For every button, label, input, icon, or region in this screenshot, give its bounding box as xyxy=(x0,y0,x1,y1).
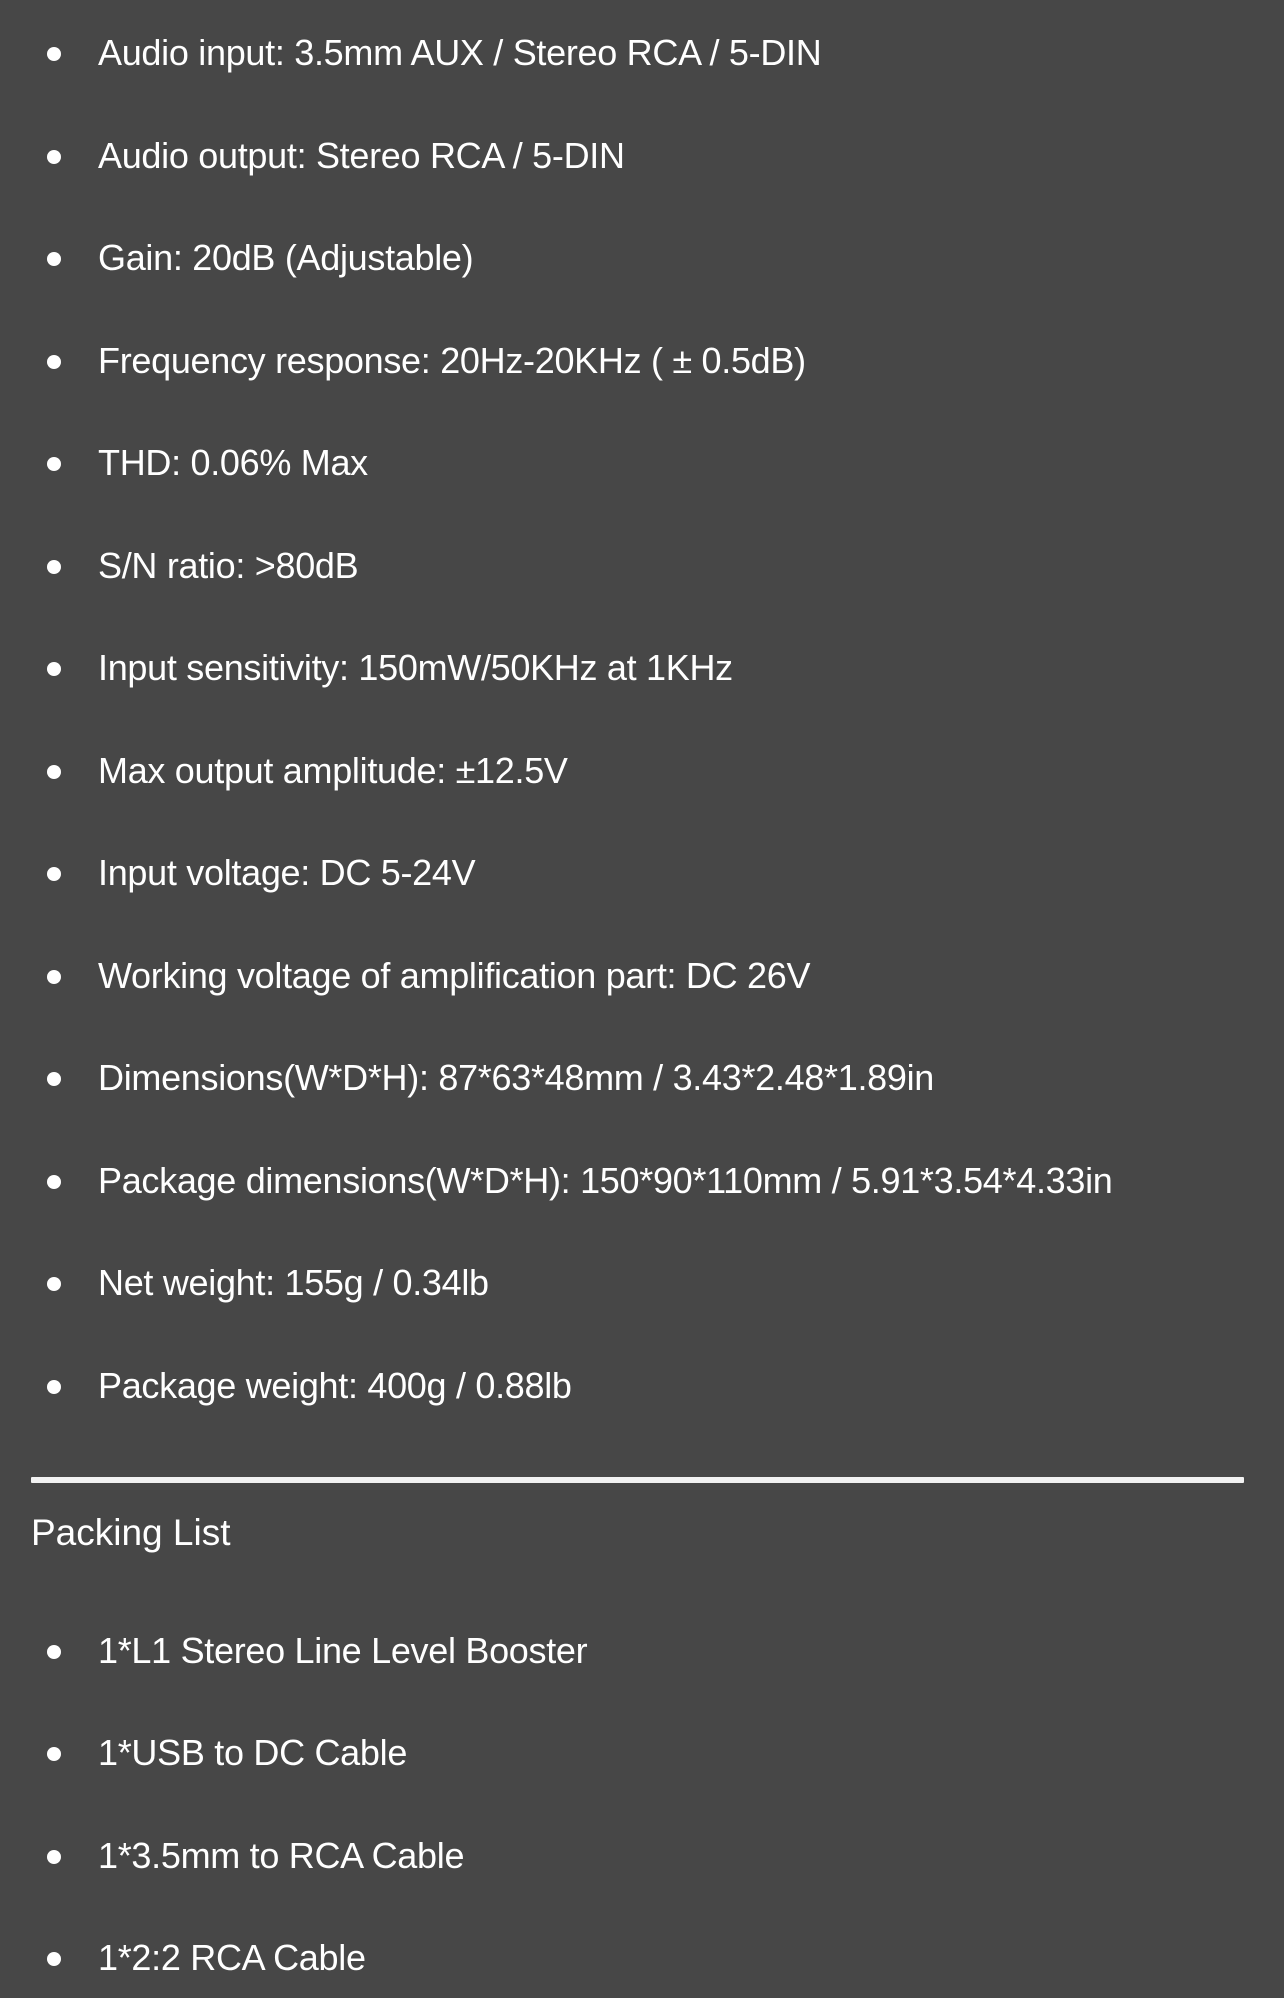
spec-package-dimensions: Package dimensions(W*D*H): 150*90*110mm / 5.91*3.54*4.33in xyxy=(98,1160,1113,1201)
list-item xyxy=(0,638,1200,698)
list-item xyxy=(0,1253,1200,1313)
spec-input-sensitivity: Input sensitivity: 150mW/50KHz at 1KHz xyxy=(98,647,733,688)
spec-dimensions: Dimensions(W*D*H): 87*63*48mm / 3.43*2.48*1.89in xyxy=(98,1057,935,1098)
bullet-icon xyxy=(47,457,61,471)
list-item xyxy=(0,433,1200,493)
list-item xyxy=(0,1151,1200,1211)
packing-item-booster: 1*L1 Stereo Line Level Booster xyxy=(98,1630,588,1671)
spec-max-output-amplitude: Max output amplitude: ±12.5V xyxy=(98,750,568,791)
packing-item-aux-rca-cable: 1*3.5mm to RCA Cable xyxy=(98,1835,465,1876)
spec-package-weight: Package weight: 400g / 0.88lb xyxy=(98,1365,572,1406)
spec-audio-input: Audio input: 3.5mm AUX / Stereo RCA / 5-DIN xyxy=(98,32,822,73)
packing-item-rca-cable: 1*2:2 RCA Cable xyxy=(98,1937,366,1978)
packing-item-usb-cable: 1*USB to DC Cable xyxy=(98,1732,408,1773)
list-item xyxy=(0,228,1200,288)
bullet-icon xyxy=(47,1645,61,1659)
spec-sn-ratio: S/N ratio: >80dB xyxy=(98,545,359,586)
bullet-icon xyxy=(47,970,61,984)
bullet-icon xyxy=(47,765,61,779)
list-item xyxy=(0,536,1200,596)
list-item xyxy=(0,1621,1200,1681)
bullet-icon xyxy=(47,1747,61,1761)
bullet-icon xyxy=(47,662,61,676)
spec-audio-output: Audio output: Stereo RCA / 5-DIN xyxy=(98,135,625,176)
list-item xyxy=(0,126,1200,186)
bullet-icon xyxy=(47,560,61,574)
list-item xyxy=(0,1928,1200,1988)
list-item xyxy=(0,741,1200,801)
spec-frequency-response: Frequency response: 20Hz-20KHz ( ± 0.5dB) xyxy=(98,340,806,381)
bullet-icon xyxy=(47,1952,61,1966)
list-item xyxy=(0,946,1200,1006)
spec-working-voltage: Working voltage of amplification part: DC 26V xyxy=(98,955,811,996)
list-item xyxy=(0,331,1200,391)
spec-gain: Gain: 20dB (Adjustable) xyxy=(98,237,474,278)
list-item xyxy=(0,843,1200,903)
bullet-icon xyxy=(47,1175,61,1189)
section-divider xyxy=(31,1477,1244,1483)
list-item xyxy=(0,1048,1200,1108)
bullet-icon xyxy=(47,1277,61,1291)
bullet-icon xyxy=(47,252,61,266)
bullet-icon xyxy=(47,150,61,164)
list-item xyxy=(0,1723,1200,1783)
bullet-icon xyxy=(47,867,61,881)
list-item xyxy=(0,1826,1200,1886)
bullet-icon xyxy=(47,355,61,369)
bullet-icon xyxy=(47,1380,61,1394)
packing-list-title: Packing List xyxy=(31,1512,231,1553)
spec-thd: THD: 0.06% Max xyxy=(98,442,368,483)
list-item xyxy=(0,23,1200,83)
bullet-icon xyxy=(47,1850,61,1864)
bullet-icon xyxy=(47,47,61,61)
bullet-icon xyxy=(47,1072,61,1086)
spec-net-weight: Net weight: 155g / 0.34lb xyxy=(98,1262,489,1303)
list-item xyxy=(0,1356,1200,1416)
spec-input-voltage: Input voltage: DC 5-24V xyxy=(98,852,476,893)
